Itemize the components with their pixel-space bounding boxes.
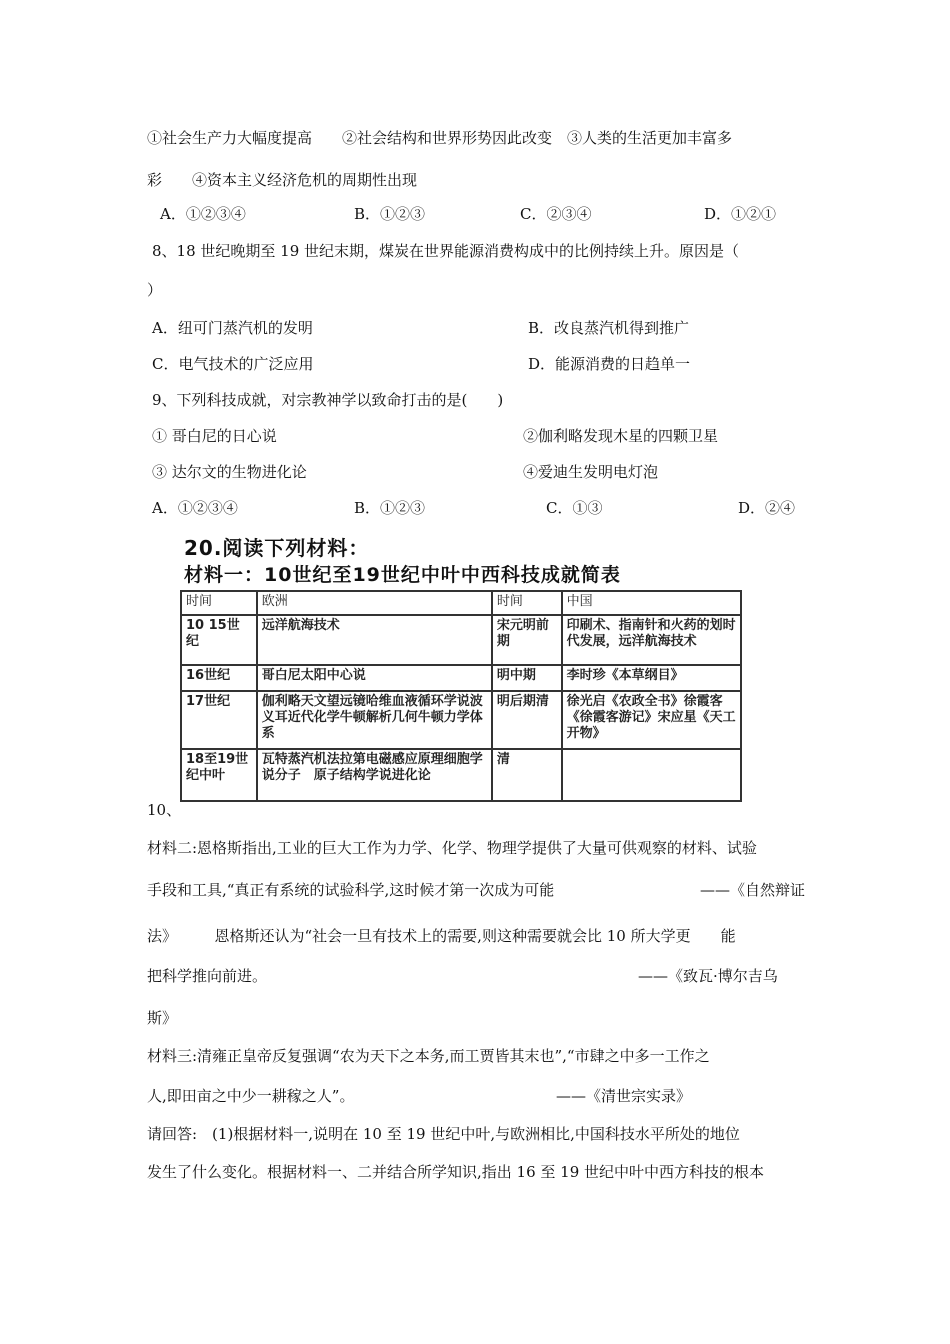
table-cell: 李时珍《本草纲目》 — [562, 665, 741, 691]
q7-option-c: C．②③④ — [520, 205, 592, 223]
q10-number: 10、 — [147, 801, 182, 819]
table-cell: 16世纪 — [181, 665, 257, 691]
table-row — [181, 615, 741, 665]
material-one-figure — [174, 526, 750, 816]
table-row — [181, 749, 741, 801]
q8-option-c: C．电气技术的广泛应用 — [152, 355, 314, 373]
science-achievements-table — [180, 590, 742, 802]
table-cell: 印刷术、指南针和火药的划时代发展，远洋航海技术 — [562, 615, 741, 665]
table-row — [181, 665, 741, 691]
table-cell: 明后期清 — [492, 691, 562, 749]
material-two-line-4: 把科学推向前进。 — [147, 967, 268, 985]
table-cell: 瓦特蒸汽机法拉第电磁感应原理细胞学说分子 原子结构学说进化论 — [257, 749, 492, 801]
table-cell: 清 — [492, 749, 562, 801]
q8-option-b: B．改良蒸汽机得到推广 — [528, 319, 690, 337]
material-three-source: ——《清世宗实录》 — [556, 1087, 692, 1105]
q8-option-a: A．纽可门蒸汽机的发明 — [152, 319, 313, 337]
q9-option-d: D．②④ — [738, 499, 796, 517]
material-two-line-2: 手段和工具,“真正有系统的试验科学,这时候才第一次成为可能 — [147, 881, 555, 899]
q9-item-2: ②伽利略发现木星的四颗卫星 — [523, 427, 719, 445]
q7-line-2: 彩 ④资本主义经济危机的周期性出现 — [147, 171, 418, 189]
table-cell: 远洋航海技术 — [257, 615, 492, 665]
table-cell: 明中期 — [492, 665, 562, 691]
table-cell: 18至19世纪中叶 — [181, 749, 257, 801]
q9-option-c: C．①③ — [546, 499, 603, 517]
table-header-row — [181, 591, 741, 615]
table-cell: 10 15世纪 — [181, 615, 257, 665]
table-cell — [562, 749, 741, 801]
q9-stem: 9、下列科技成就，对宗教神学以致命打击的是( ) — [152, 391, 504, 409]
figure-subheading: 材料一：10世纪至19世纪中叶中西科技成就简表 — [184, 564, 621, 586]
table-row — [181, 691, 741, 749]
figure-heading: 20.阅读下列材料： — [184, 536, 370, 560]
material-two-line-5: 斯》 — [147, 1009, 178, 1027]
q7-option-a: A．①②③④ — [160, 205, 246, 223]
q9-item-1: ① 哥白尼的日心说 — [152, 427, 277, 445]
q8-stem-line-2: ） — [147, 281, 163, 299]
material-three-line-1: 材料三:清雍正皇帝反复强调“农为天下之本务,而工贾皆其末也”,“市肆之中多一工作之 — [147, 1047, 710, 1065]
column-header: 时间 — [181, 591, 257, 615]
q7-option-b: B．①②③ — [354, 205, 426, 223]
table-cell: 17世纪 — [181, 691, 257, 749]
table-cell: 徐光启《农政全书》徐霞客《徐霞客游记》宋应星《天工开物》 — [562, 691, 741, 749]
material-two-line-1: 材料二:恩格斯指出,工业的巨大工作为力学、化学、物理学提供了大量可供观察的材料、试验 — [147, 839, 757, 857]
q9-item-4: ④爱迪生发明电灯泡 — [523, 463, 659, 481]
q8-option-d: D．能源消费的日趋单一 — [528, 355, 691, 373]
q8-stem-line-1: 8、18 世纪晚期至 19 世纪末期，煤炭在世界能源消费构成中的比例持续上升。原因是（ — [152, 242, 740, 260]
column-header: 欧洲 — [257, 591, 492, 615]
table-cell: 哥白尼太阳中心说 — [257, 665, 492, 691]
material-two-source-1: ——《自然辩证 — [700, 881, 806, 899]
material-two-source-2: ——《致瓦·博尔吉乌 — [638, 967, 778, 985]
q9-item-3: ③ 达尔文的生物进化论 — [152, 463, 307, 481]
material-three-line-2: 人,即田亩之中少一耕稼之人”。 — [147, 1087, 355, 1105]
q7-option-d: D．①②① — [704, 205, 777, 223]
question-prompt-line-1: 请回答: (1)根据材料一,说明在 10 至 19 世纪中叶,与欧洲相比,中国科技水平所处的地位 — [147, 1125, 740, 1143]
table-cell: 宋元明前期 — [492, 615, 562, 665]
table-cell: 伽利略天文望远镜哈维血液循环学说波义耳近代化学牛顿解析几何牛顿力学体系 — [257, 691, 492, 749]
material-two-line-3: 法》 恩格斯还认为“社会一旦有技术上的需要,则这种需要就会比 10 所大学更 能 — [147, 927, 736, 945]
q7-line-1: ①社会生产力大幅度提高 ②社会结构和世界形势因此改变 ③人类的生活更加丰富多 — [147, 129, 733, 147]
question-prompt-line-2: 发生了什么变化。根据材料一、二并结合所学知识,指出 16 至 19 世纪中叶中西方科技的根本 — [147, 1163, 765, 1181]
column-header: 时间 — [492, 591, 562, 615]
q9-option-a: A．①②③④ — [152, 499, 238, 517]
q9-option-b: B．①②③ — [354, 499, 426, 517]
column-header: 中国 — [562, 591, 741, 615]
